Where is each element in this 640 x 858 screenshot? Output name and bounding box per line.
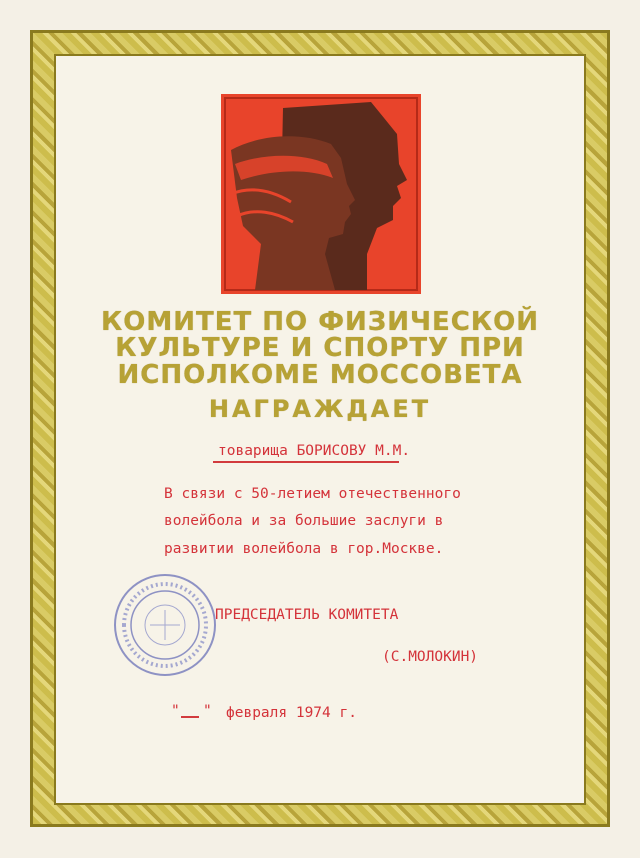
two-profiles-emblem-icon <box>221 94 421 294</box>
date-open-quote: " <box>171 703 180 719</box>
heading-line-3: ИСПОЛКОМЕ МОССОВЕТА <box>117 360 523 390</box>
heading-line-1: КОМИТЕТ ПО ФИЗИЧЕСКОЙ <box>101 307 539 337</box>
signer-name: (С.МОЛОКИН) <box>382 649 479 665</box>
chairman-title: ПРЕДСЕДАТЕЛЬ КОМИТЕТА <box>215 607 399 623</box>
reason-line-1: В связи с 50-летием отечественного <box>164 486 461 502</box>
award-verb: НАГРАЖДАЕТ <box>208 395 432 423</box>
recipient-underline <box>213 461 399 463</box>
date-close-quote: " <box>203 703 212 719</box>
heading-line-2: КУЛЬТУРЕ И СПОРТУ ПРИ <box>115 333 525 363</box>
date-day-blank <box>181 716 199 718</box>
recipient-name: товарища БОРИСОВУ М.М. <box>218 443 411 459</box>
reason-line-2: волейбола и за большие заслуги в <box>164 513 444 529</box>
date-text: февраля 1974 г. <box>226 705 357 721</box>
round-seal-stamp-icon <box>110 570 220 680</box>
reason-line-3: развитии волейбола в гор.Москве. <box>164 541 444 557</box>
